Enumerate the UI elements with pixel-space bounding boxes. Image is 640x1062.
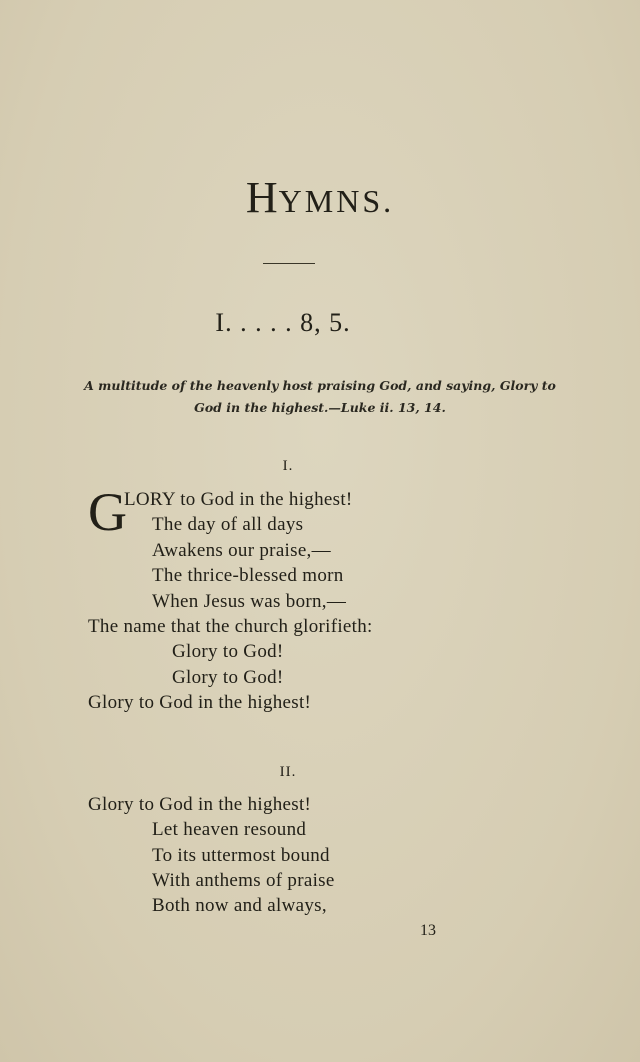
verse-line: Glory to God!: [172, 641, 284, 662]
verse-line: The day of all days: [152, 514, 304, 535]
verse-line: Both now and always,: [152, 895, 327, 916]
verse-line: When Jesus was born,—: [152, 591, 347, 612]
title-rest: YMNS.: [278, 183, 395, 219]
drop-cap: G: [88, 482, 127, 542]
page-number: 13: [420, 922, 436, 939]
epigraph-line-1: A multitude of the heavenly host praising God, and saying, Glory to: [84, 378, 556, 393]
title-divider: [263, 263, 315, 264]
verse-line: The name that the church glorifieth:: [88, 616, 373, 637]
epigraph-line-2: God in the highest.—Luke ii. 13, 14.: [194, 400, 446, 415]
epigraph: [60, 375, 580, 419]
verse-line: Glory to God in the highest!: [88, 692, 312, 713]
verse-line: Glory to God!: [172, 667, 284, 688]
verse-line: The thrice-blessed morn: [152, 565, 344, 586]
page-title: [0, 172, 640, 223]
stanza-number-2: II.: [279, 764, 297, 780]
verse-line: Glory to God in the highest!: [88, 794, 312, 815]
hymn-number: I. . . . . 8, 5.: [215, 308, 351, 337]
verse-line: With anthems of praise: [152, 870, 335, 891]
verse-line: LORY to God in the highest!: [124, 489, 353, 510]
stanza-number-1: I.: [282, 458, 294, 474]
title-initial: H: [245, 173, 279, 222]
verse-line: To its uttermost bound: [152, 845, 330, 866]
verse-line: Awakens our praise,—: [152, 540, 331, 561]
verse-line: Let heaven resound: [152, 819, 307, 840]
